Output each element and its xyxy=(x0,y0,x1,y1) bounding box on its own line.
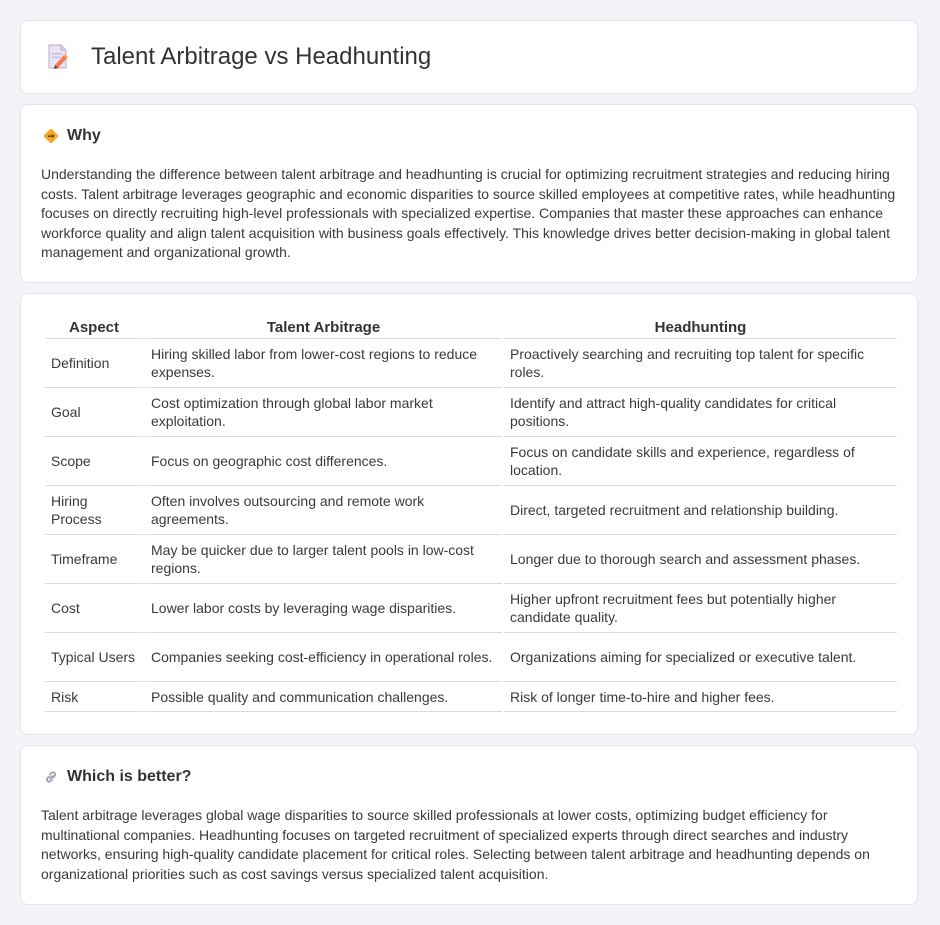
table-row xyxy=(45,486,897,535)
which-is-better-section xyxy=(20,745,918,905)
talent-arbitrage-cell: Companies seeking cost-efficiency in operational roles. xyxy=(145,633,502,682)
aspect-cell: Goal xyxy=(45,388,143,437)
table-row xyxy=(45,339,897,388)
headhunting-cell: Organizations aiming for specialized or executive talent. xyxy=(504,633,897,682)
aspect-cell: Cost xyxy=(45,584,143,633)
page-title: Talent Arbitrage vs Headhunting xyxy=(91,43,432,70)
title-row xyxy=(47,43,431,71)
aspect-cell: Scope xyxy=(45,437,143,486)
diamond-direction-icon xyxy=(43,128,59,144)
table-row xyxy=(45,388,897,437)
talent-arbitrage-cell: Lower labor costs by leveraging wage disparities. xyxy=(145,584,502,633)
table-row xyxy=(45,633,897,682)
why-text: Understanding the difference between talent arbitrage and headhunting is crucial for optimizing recruitment strategies and reducing hiring costs. Talent arbitrage leverages geographic and economic disparities to source skilled employees at competitive rates, while headhunting focuses on directly recruiting high-level professionals with specialized expertise. Companies that master these approaches can enhance workforce quality and align talent acquisition with business goals effectively. This knowledge drives better decision-making in global talent management and organizational growth. xyxy=(41,166,896,261)
header-talent-arbitrage: Talent Arbitrage xyxy=(145,316,502,339)
header-headhunting: Headhunting xyxy=(504,316,897,339)
title-card xyxy=(20,20,918,94)
talent-arbitrage-cell: Possible quality and communication challenges. xyxy=(145,682,502,712)
comparison-section xyxy=(20,293,918,735)
better-header xyxy=(43,768,191,786)
comparison-table xyxy=(43,316,899,712)
headhunting-cell: Proactively searching and recruiting top talent for specific roles. xyxy=(504,339,897,388)
talent-arbitrage-cell: Often involves outsourcing and remote work agreements. xyxy=(145,486,502,535)
table-header-row xyxy=(45,316,897,339)
headhunting-cell: Identify and attract high-quality candidates for critical positions. xyxy=(504,388,897,437)
talent-arbitrage-cell: May be quicker due to larger talent pools in low-cost regions. xyxy=(145,535,502,584)
headhunting-cell: Direct, targeted recruitment and relationship building. xyxy=(504,486,897,535)
table-row xyxy=(45,584,897,633)
aspect-cell: Typical Users xyxy=(45,633,143,682)
why-section xyxy=(20,104,918,283)
talent-arbitrage-cell: Hiring skilled labor from lower-cost regions to reduce expenses. xyxy=(145,339,502,388)
table-row xyxy=(45,535,897,584)
talent-arbitrage-cell: Focus on geographic cost differences. xyxy=(145,437,502,486)
why-title: Why xyxy=(67,127,101,144)
table-row xyxy=(45,682,897,712)
headhunting-cell: Longer due to thorough search and assessment phases. xyxy=(504,535,897,584)
link-icon xyxy=(43,769,59,785)
header-aspect: Aspect xyxy=(45,316,143,339)
headhunting-cell: Focus on candidate skills and experience, regardless of location. xyxy=(504,437,897,486)
headhunting-cell: Risk of longer time-to-hire and higher fees. xyxy=(504,682,897,712)
table-row xyxy=(45,437,897,486)
talent-arbitrage-cell: Cost optimization through global labor market exploitation. xyxy=(145,388,502,437)
better-text: Talent arbitrage leverages global wage disparities to source skilled professionals at lower costs, optimizing budget efficiency for multinational companies. Headhunting focuses on targeted recruitment of specialized experts through direct searches and industry networks, ensuring high-quality candidate placement for critical roles. Selecting between talent arbitrage and headhunting depends on organizational priorities such as cost savings versus specialized talent acquisition. xyxy=(41,807,870,882)
headhunting-cell: Higher upfront recruitment fees but potentially higher candidate quality. xyxy=(504,584,897,633)
aspect-cell: Risk xyxy=(45,682,143,712)
better-title: Which is better? xyxy=(67,768,192,785)
aspect-cell: Definition xyxy=(45,339,143,388)
why-header xyxy=(43,127,101,145)
aspect-cell: Timeframe xyxy=(45,535,143,584)
document-pencil-icon xyxy=(47,44,69,70)
aspect-cell: Hiring Process xyxy=(45,486,143,535)
